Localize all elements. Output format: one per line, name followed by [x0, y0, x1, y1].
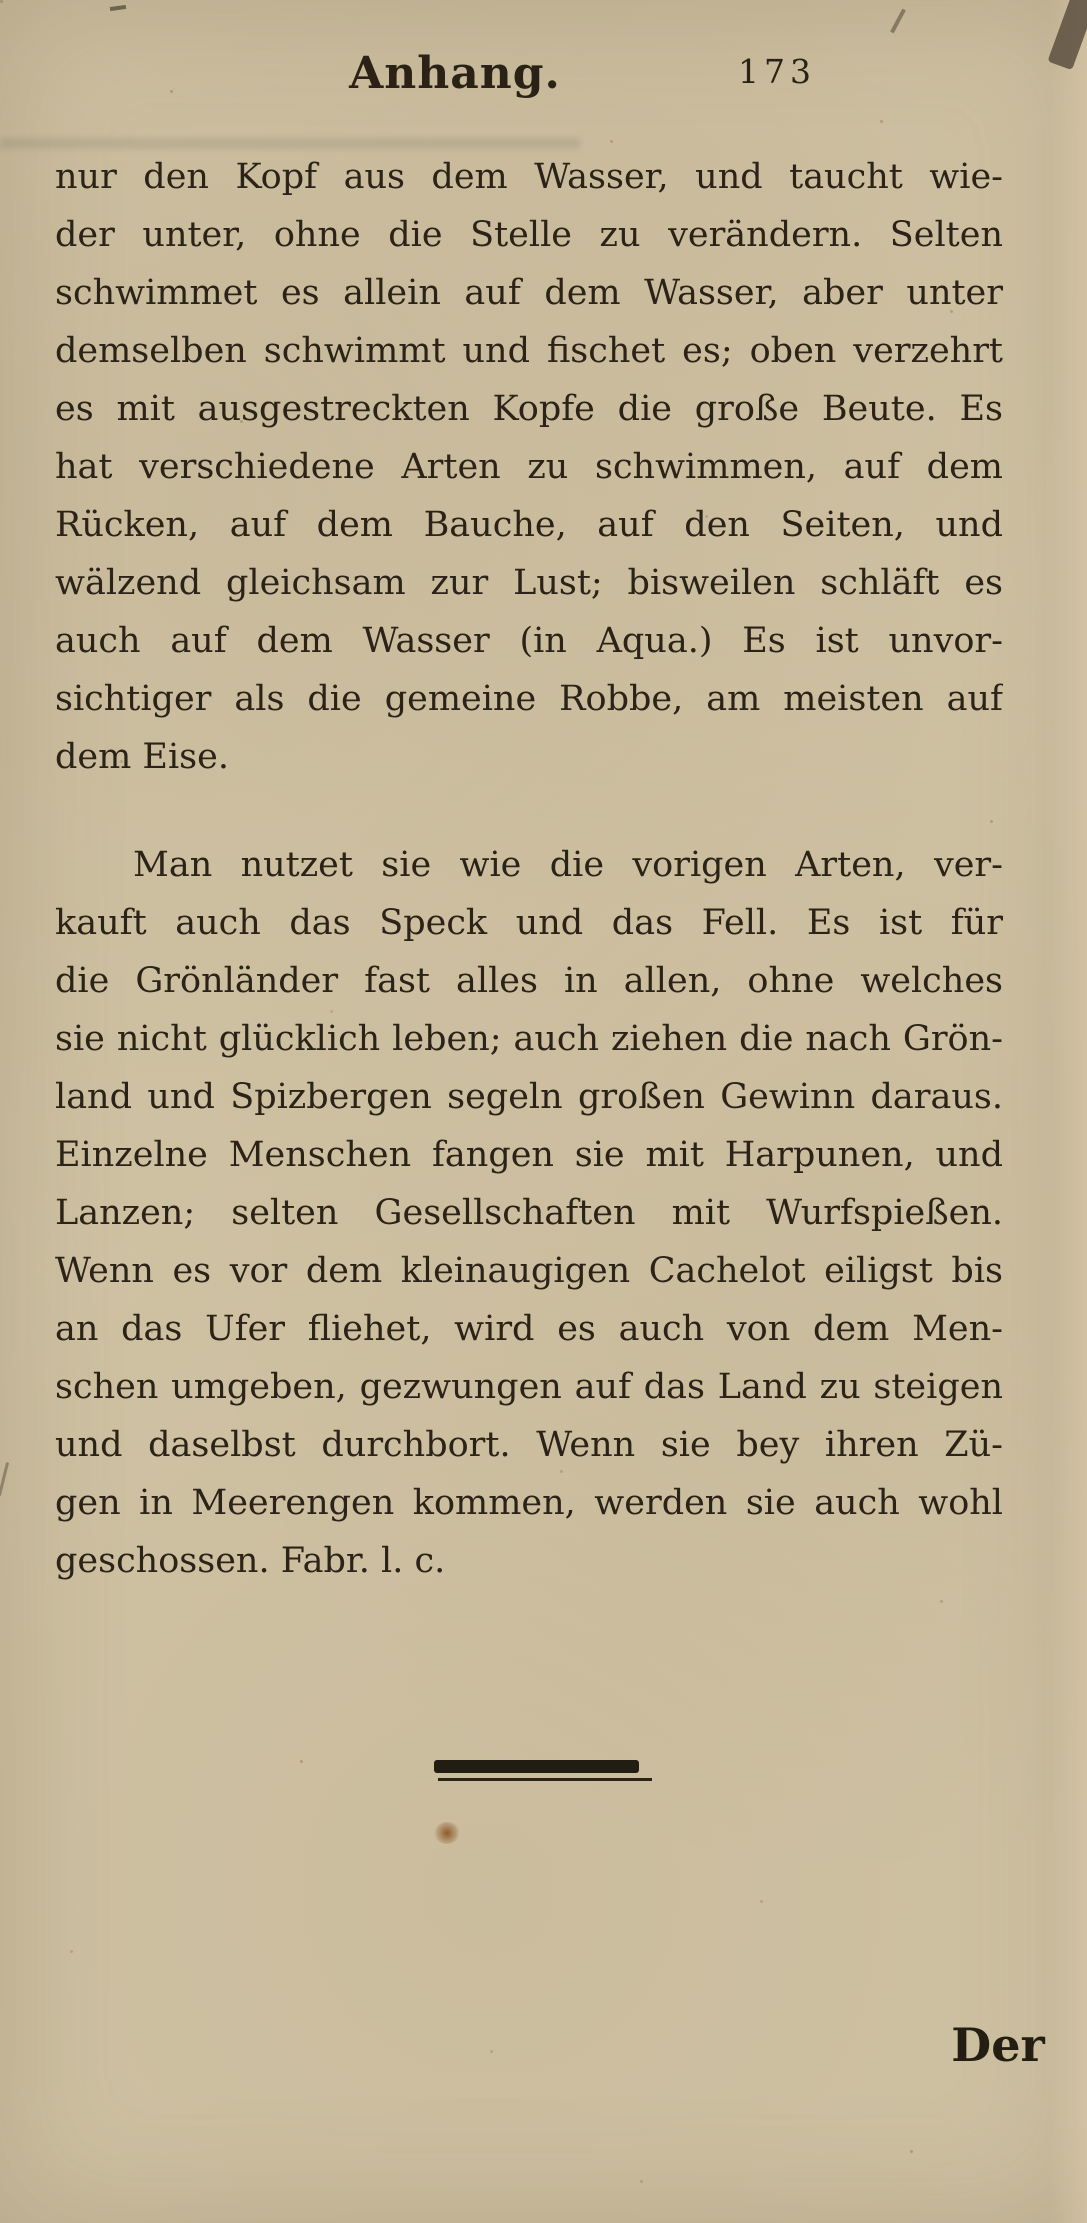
text-line: auch auf dem Wasser (in Aqua.) Es ist unvor-: [55, 621, 1003, 661]
paper-fiber-specks: [0, 0, 3, 3]
page-right-edge: [1049, 0, 1087, 2223]
page-number: 173: [738, 52, 816, 91]
text-line: nur den Kopf aus dem Wasser, und taucht wie-: [55, 157, 1003, 197]
text-line: geschossen. Fabr. l. c.: [55, 1541, 446, 1581]
text-line: Man nutzet sie wie die vorigen Arten, ver-: [133, 845, 1003, 885]
paper-stain: [434, 1822, 460, 1844]
text-line: sie nicht glücklich leben; auch ziehen die nach Grön-: [55, 1019, 1003, 1059]
text-line: gen in Meerengen kommen, werden sie auch wohl: [55, 1483, 1003, 1523]
text-line: und daselbst durchbort. Wenn sie bey ihren Zü-: [55, 1425, 1003, 1465]
section-divider: [434, 1760, 650, 1794]
paragraph-1: [55, 148, 1003, 786]
text-line: Einzelne Menschen fangen sie mit Harpunen, und: [55, 1135, 1003, 1175]
text-line: die Grönländer fast alles in allen, ohne welches: [55, 961, 1003, 1001]
text-line: land und Spizbergen segeln großen Gewinn daraus.: [55, 1077, 1003, 1117]
text-line: Wenn es vor dem kleinaugigen Cachelot eiligst bis: [55, 1251, 1003, 1291]
divider-thick-rule: [434, 1760, 639, 1773]
text-line: kauft auch das Speck und das Fell. Es ist für: [55, 903, 1003, 943]
divider-thin-rule: [438, 1778, 652, 1781]
text-line: es mit ausgestreckten Kopfe die große Beute. Es: [55, 389, 1003, 429]
text-line: der unter, ohne die Stelle zu verändern. Selten: [55, 215, 1003, 255]
text-line: sichtiger als die gemeine Robbe, am meisten auf: [55, 679, 1003, 719]
text-line: Lanzen; selten Gesellschaften mit Wurfspießen.: [55, 1193, 1003, 1233]
paragraph-2: [55, 836, 1003, 1590]
text-line: demselben schwimmt und fischet es; oben verzehrt: [55, 331, 1003, 371]
text-line: hat verschiedene Arten zu schwimmen, auf dem: [55, 447, 1003, 487]
text-line: dem Eise.: [55, 737, 229, 777]
text-line: Rücken, auf dem Bauche, auf den Seiten, und: [55, 505, 1003, 545]
text-line: an das Ufer fliehet, wird es auch von dem Men-: [55, 1309, 1003, 1349]
text-line: wälzend gleichsam zur Lust; bisweilen schläft es: [55, 563, 1003, 603]
text-line: schen umgeben, gezwungen auf das Land zu steigen: [55, 1367, 1003, 1407]
running-header-title: Anhang.: [349, 48, 561, 99]
catchword: Der: [951, 2018, 1045, 2072]
text-line: schwimmet es allein auf dem Wasser, aber unter: [55, 273, 1003, 313]
main-text-block: [55, 148, 1003, 1590]
